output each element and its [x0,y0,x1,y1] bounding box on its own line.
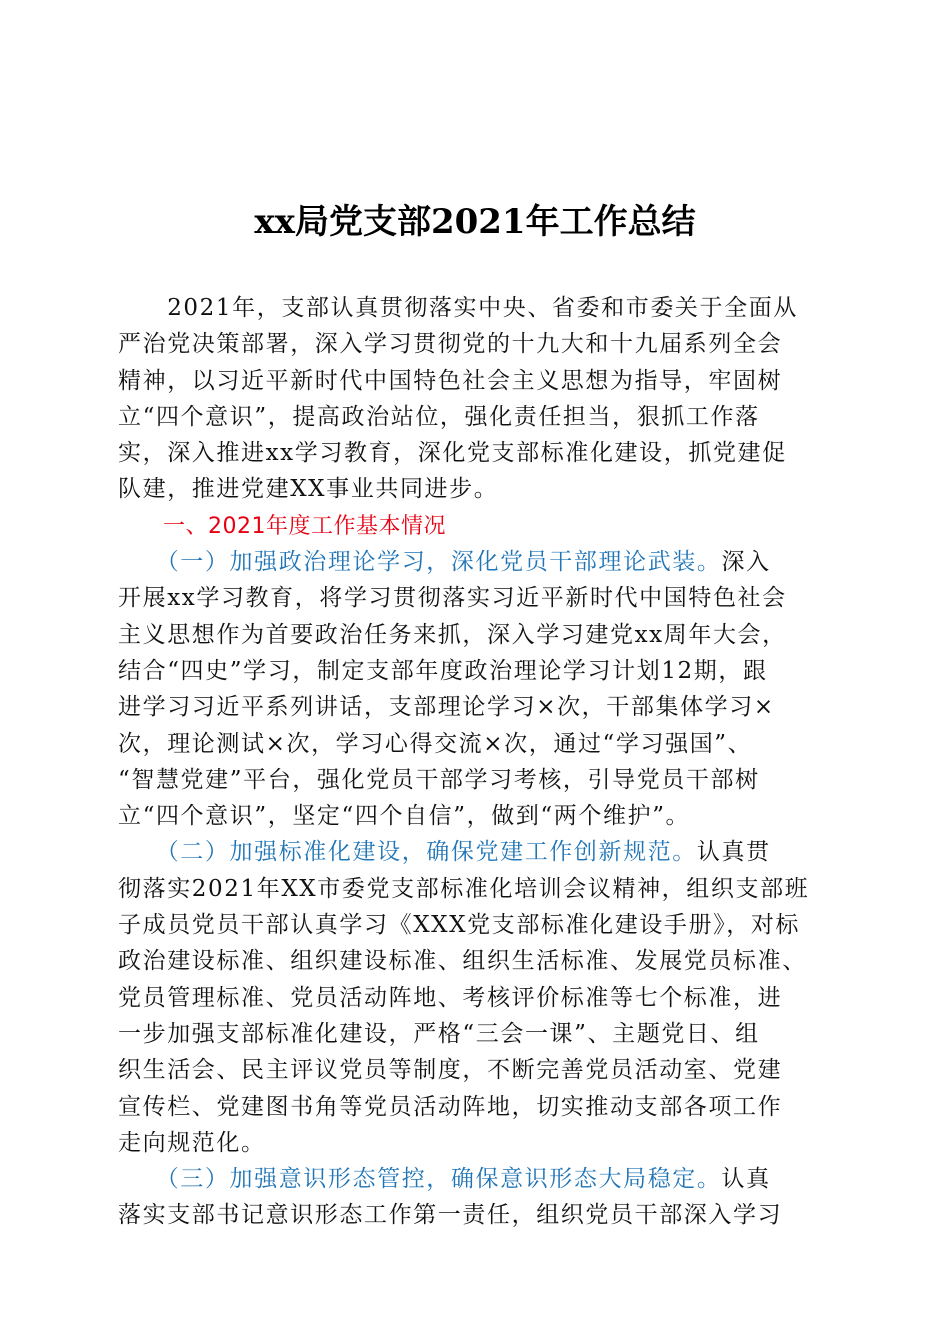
text-line [118,290,844,326]
paragraph-text: 认真贯 [696,839,771,866]
subsection-heading: （二）加强标准化建设，确保党建工作创新规范。 [118,839,697,866]
document-title: xx局党支部2021年工作总结 [254,202,696,242]
text-line [118,1052,844,1088]
paragraph-text: 次，理论测试×次，学习心得交流×次，通过“学习强国”、 [118,730,753,757]
text-line [118,1089,844,1125]
paragraph-text: 立“四个意识”，坚定“四个自信”，做到“两个维护”。 [118,803,691,830]
text-line [118,726,844,762]
paragraph-text: 政治建设标准、组织建设标准、组织生活标准、发展党员标准、 [118,948,807,975]
paragraph-text: 进学习习近平系列讲话，支部理论学习×次，干部集体学习× [118,694,775,721]
text-line [118,798,844,834]
paragraph-text: 一步加强支部标准化建设，严格“三会一课”、主题党日、组 [118,1020,760,1047]
paragraph-text: 子成员党员干部认真学习《XXX党支部标准化建设手册》，对标 [118,912,801,939]
paragraph-text: 党员管理标准、党员活动阵地、考核评价标准等七个标准，进 [118,984,783,1011]
text-line [118,580,844,616]
text-line [118,907,844,943]
text-line [118,508,844,544]
text-line [118,544,844,580]
subsection-heading: （三）加强意识形态管控，确保意识形态大局稳定。 [118,1166,722,1193]
paragraph-text: 走向规范化。 [118,1129,266,1156]
text-line [118,617,844,653]
paragraph-text: 队建，推进党建XX事业共同进步。 [118,476,499,503]
paragraph-text: 宣传栏、党建图书角等党员活动阵地，切实推动支部各项工作 [118,1093,783,1120]
paragraph-text: 2021年，支部认真贯彻落实中央、省委和市委关于全面从 [118,295,798,321]
paragraph-text: 严治党决策部署，深入学习贯彻党的十九大和十九届系列全会 [118,331,783,358]
paragraph-text: 彻落实2021年XX市委党支部标准化培训会议精神，组织支部班 [118,875,810,902]
subsection-heading: （一）加强政治理论学习，深化党员干部理论武装。 [118,549,722,576]
text-line [118,834,844,870]
text-line [118,871,844,907]
paragraph-text: “智慧党建”平台，强化党员干部学习考核，引导党员干部树 [118,766,760,793]
paragraph-text: 织生活会、民主评议党员等制度，不断完善党员活动室、党建 [118,1057,783,1084]
paragraph-text: 结合“四史”学习，制定支部年度政治理论学习计划12期，跟 [118,657,768,684]
text-line [118,1016,844,1052]
paragraph-text: 深入 [721,549,771,576]
text-line [118,1125,844,1161]
text-line [118,326,844,362]
section-heading: 一、2021年度工作基本情况 [118,513,446,539]
paragraph-text: 精神，以习近平新时代中国特色社会主义思想为指导，牢固树 [118,367,783,394]
text-line [118,363,844,399]
paragraph-text: 开展xx学习教育，将学习贯彻落实习近平新时代中国特色社会 [118,585,787,612]
text-line [118,762,844,798]
text-line [118,471,844,507]
paragraph-text: 主义思想作为首要政治任务来抓，深入学习建党xx周年大会， [118,621,787,648]
paragraph-text: 立“四个意识”，提高政治站位，强化责任担当，狠抓工作落 [118,403,760,430]
text-line [118,980,844,1016]
document-body [118,290,844,1234]
text-line [118,653,844,689]
text-line [118,435,844,471]
text-line [118,943,844,979]
text-line [118,689,844,725]
text-line [118,1161,844,1197]
text-line [118,399,844,435]
paragraph-text: 认真 [721,1166,771,1193]
text-line [118,1197,844,1233]
paragraph-text: 实，深入推进xx学习教育，深化党支部标准化建设，抓党建促 [118,440,787,467]
paragraph-text: 落实支部书记意识形态工作第一责任，组织党员干部深入学习 [118,1202,783,1229]
